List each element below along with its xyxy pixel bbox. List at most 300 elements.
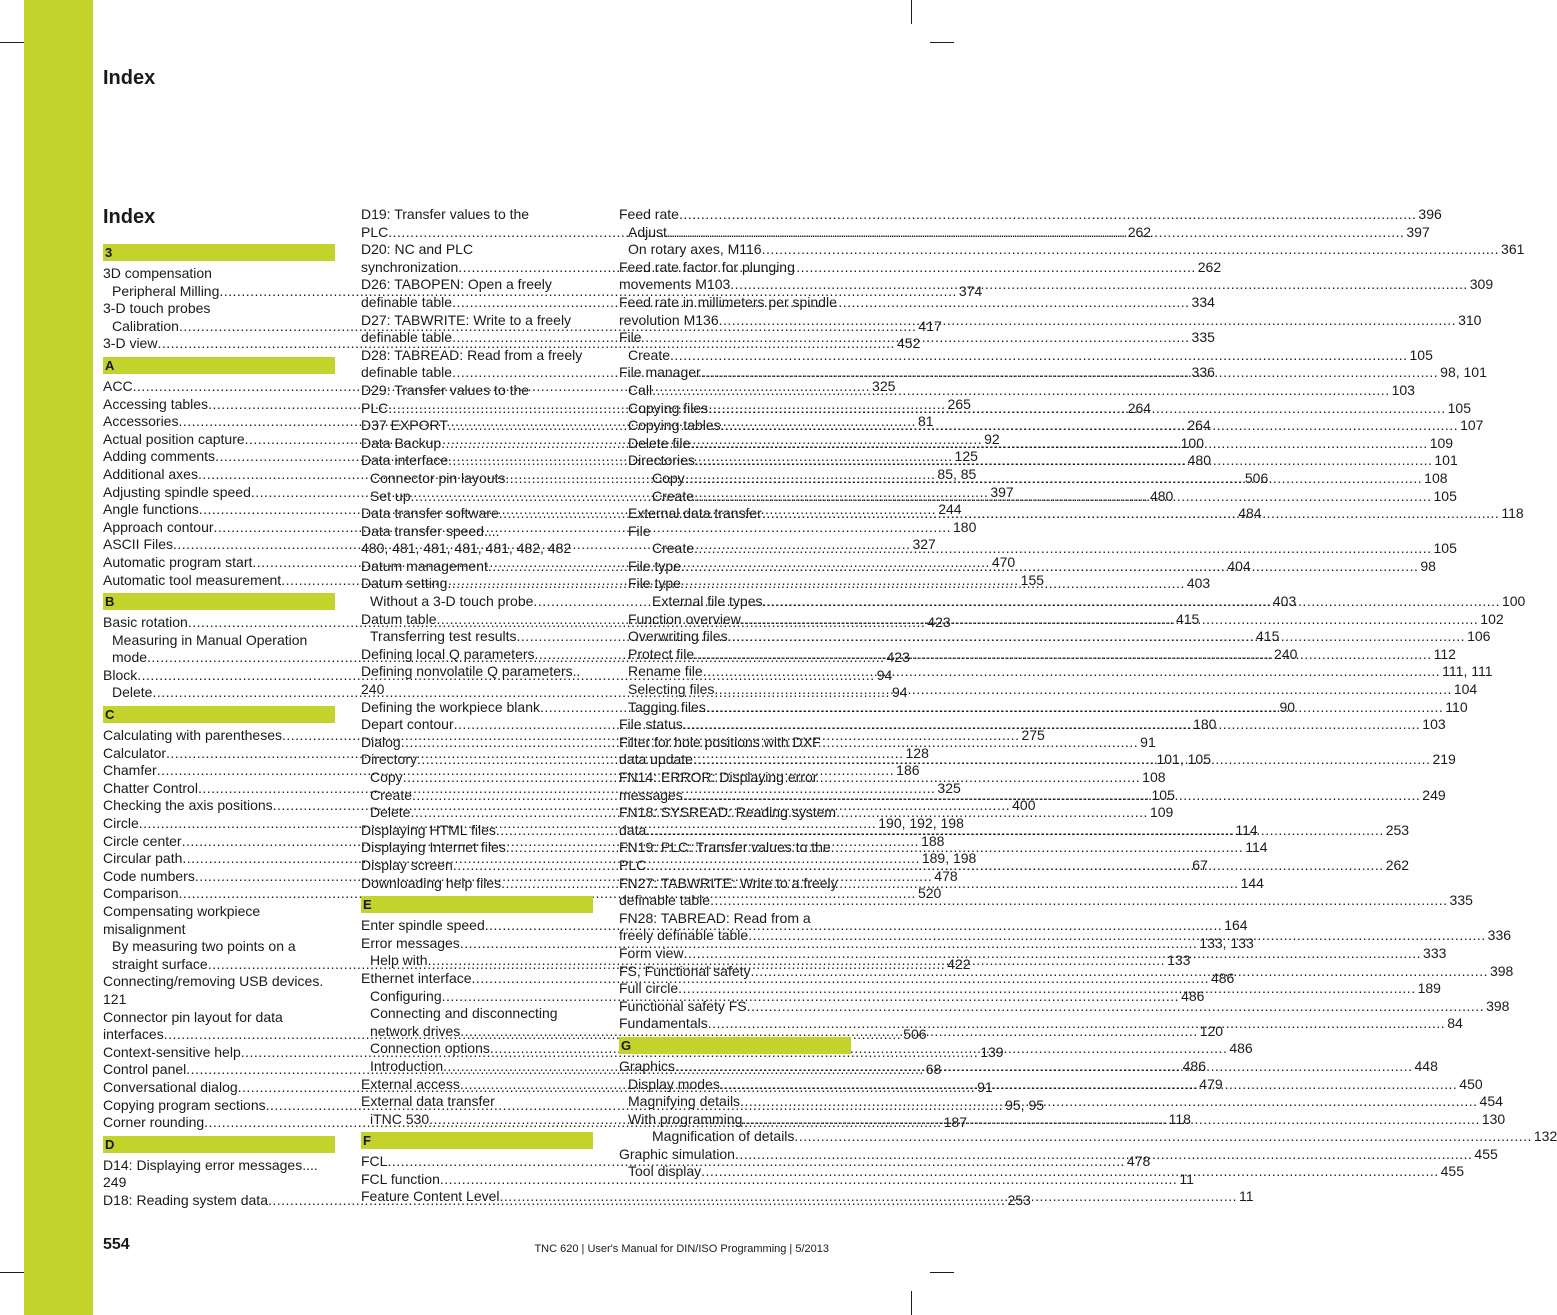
index-section-header: D [103,1136,335,1153]
footer-text: TNC 620 | User's Manual for DIN/ISO Programming | 5/2013 [534,1243,829,1255]
index-entry-term: ACC [103,377,133,394]
index-entry-term: Circle center [103,832,182,849]
dot-leader [747,998,1484,1016]
index-entry-page[interactable]: 403 [1272,593,1297,610]
index-entry-page[interactable]: 396 [1418,206,1442,222]
index-entry-page[interactable]: 448 [1414,1057,1438,1074]
dot-leader [762,505,1499,523]
index-entry-term: Display screen [361,856,453,873]
index-entry [619,997,1510,1016]
index-entry: FN27: TABWRITE: Write to a freely [619,874,838,891]
dot-leader [667,224,1404,242]
index-entry: Defining nonvolatile Q parameters.. [361,663,581,680]
index-entry-page[interactable]: 244 [938,501,962,518]
index-entry: Filter for hole positions with DXF [619,733,821,750]
index-entry-page[interactable]: 486 [1181,987,1205,1004]
index-entry-term: Automatic tool measurement [103,571,282,588]
index-entry-page[interactable]: 335 [1449,892,1473,909]
index-entry-term: External access [361,1075,460,1092]
index-entry-page[interactable]: 111, 111 [1442,663,1493,680]
index-entry-page[interactable]: 109 [1429,434,1454,451]
index-entry-page[interactable]: 452 [896,335,921,352]
dot-leader [679,206,1416,224]
index-entry-term: Basic rotation [103,614,188,631]
index-entry-term: Copying program sections [103,1096,266,1113]
dot-leader [762,241,1499,259]
index-entry-page[interactable]: 187 [943,1114,967,1131]
index-entry-term: Defining local Q parameters [361,645,535,662]
index-entry-term: Context-sensitive help [103,1043,241,1060]
index-entry-term: Enter spindle speed [361,917,485,934]
index-entry-page[interactable]: 325 [872,377,896,394]
index-entry-term: messages [619,786,683,803]
dot-leader [742,1111,1479,1129]
index-entry-term: Conversational dialog [103,1078,238,1095]
index-entry-page[interactable]: 486 [1182,1057,1206,1074]
index-entry: 240 [361,681,385,698]
index-entry-term: FCL [361,1153,388,1170]
dot-leader [670,347,1407,365]
dot-leader [701,1163,1438,1181]
dot-leader [728,628,1465,646]
index-entry-page[interactable]: 486 [1229,1040,1253,1057]
index-entry-page[interactable]: 108 [1424,469,1448,486]
index-entry-term: Error messages [361,934,460,951]
index-entry-term: Depart contour [361,716,454,733]
index-entry [619,1128,1557,1146]
index-entry: Measuring in Manual Operation [112,631,308,648]
index-entry-term: Overwriting files [628,628,728,645]
index-entry-page[interactable]: 484 [1238,505,1262,522]
dot-leader [646,822,1383,840]
dot-leader [708,1015,1445,1033]
index-entry-term: Set up [370,487,411,504]
index-entry-page[interactable]: 264 [1127,399,1152,416]
index-entry-page[interactable]: 480 [1149,487,1174,504]
index-entry-term: Ethernet interface [361,969,472,986]
index-entry-term: Graphics [619,1057,676,1074]
dot-leader [703,663,1440,681]
index-entry-page[interactable]: 455 [1440,1163,1464,1180]
index-entry-page[interactable]: 189 [1417,980,1441,997]
index-entry-term: Copy [370,769,403,785]
index-entry-page[interactable]: 417 [918,317,942,334]
index-entry-term: definable table [619,892,711,909]
dot-leader [490,1040,1227,1058]
index-entry-term: Tool display [628,1163,702,1180]
dot-leader [675,1058,1412,1076]
index-entry-page[interactable]: 336 [1191,364,1215,381]
index-entry-term: Datum setting [361,575,448,592]
index-entry-term: Code numbers [103,867,195,884]
index-entry-page[interactable]: 118 [1168,1110,1191,1127]
dot-leader [683,787,1420,805]
index-entry-page[interactable]: 105 [1409,346,1433,363]
index-entry-page[interactable]: 107 [1460,417,1484,434]
index-entry-page[interactable]: 85, 85 [937,465,977,482]
index-entry: Connector pin layout for data [103,1008,283,1025]
index-entry-term: Connector pin layouts [370,469,506,486]
index-entry-page[interactable]: 94 [876,666,893,683]
index-entry-term: Comparison [103,885,179,902]
dot-leader [678,980,1415,998]
index-entry-page[interactable]: 101 [1434,452,1458,469]
index-entry-page[interactable]: 486 [1210,969,1235,986]
index-entry-term: Automatic program start [103,553,253,570]
index-entry-page[interactable]: 81 [917,413,934,430]
index-entry-term: Functional safety FS [619,997,747,1014]
dot-leader [701,364,1438,382]
dot-leader [748,927,1485,945]
index-entry-page[interactable]: 106 [1467,628,1491,645]
index-entry-page[interactable]: 309 [1469,276,1494,293]
index-entry-term: Form view [619,944,684,961]
index-entry-page[interactable]: 333 [1423,944,1447,961]
index-entry-page[interactable]: 105 [1433,487,1457,504]
index-entry: Connecting/removing USB devices. [103,973,324,990]
dot-leader [720,1076,1457,1094]
dot-leader [500,1188,1237,1206]
index-entry-page[interactable]: 398 [1486,997,1510,1014]
index-entry-term: Actual position capture [103,430,245,447]
index-entry-term: Calculator [103,744,167,761]
index-entry-page[interactable]: 325 [937,779,961,796]
dot-leader [690,435,1427,453]
index-entry-term: mode [112,649,148,666]
index-entry-term: Create [628,346,671,363]
index-entry-term: Block [103,666,138,683]
index-entry: D27: TABWRITE: Write to a freely [361,311,572,328]
dot-leader [683,716,1420,734]
index-entry-page[interactable]: 422 [947,955,971,972]
index-entry-page[interactable]: 98 [1420,557,1436,574]
index-entry-term: Function overview [628,610,741,627]
index-entry-term: Downloading help files [361,874,502,891]
index-entry-term: Tagging files [628,698,706,715]
index-entry-term: Additional axes [103,465,198,482]
index-entry-page[interactable]: 506 [1244,469,1269,486]
index-entry-term: File status [619,716,683,733]
index-entry: FN14: ERROR: Displaying error [619,769,818,785]
index-entry: Connecting and disconnecting [370,1005,558,1022]
index-entry-term: Create [652,487,695,504]
index-entry-term: Angle functions [103,501,199,518]
index-entry-page[interactable]: 103 [1391,381,1415,398]
index-section-header: C [103,706,335,723]
index-entry-term: Directories [628,452,695,469]
index-entry: Data transfer speed.... [361,522,500,539]
index-entry-term: Feed rate [619,206,679,222]
index-entry-page[interactable]: 91 [1140,733,1156,750]
index-entry-term: PLC [361,399,389,416]
index-entry-page[interactable]: 480 [1187,452,1211,469]
index-entry-term: Delete [112,684,153,701]
index-entry-page[interactable]: 139 [980,1043,1004,1060]
page-number: 554 [103,1236,130,1253]
index-entry-page[interactable]: 98, 101 [1440,364,1487,381]
index-entry [619,206,1442,224]
index-entry-term: Corner rounding [103,1114,205,1131]
index-entry-page[interactable]: 335 [1191,329,1215,346]
page-title: Index [103,206,156,228]
dot-leader [719,312,1456,330]
index-entry-page[interactable]: 327 [912,536,936,553]
index-entry-page[interactable]: 190, 192, 198 [878,815,964,832]
index-entry-term: Adjusting spindle speed [103,483,251,500]
index-entry-page[interactable]: 155 [1020,571,1045,588]
index-section-header: 3 [103,244,335,261]
dot-leader [506,839,1243,857]
index-entry-page[interactable]: 506 [903,1026,927,1043]
index-entry-term: Data Backup [361,434,442,451]
index-entry-page[interactable]: 120 [1199,1022,1224,1039]
index-entry-term: Create [652,540,695,557]
index-entry-term: Circle [103,815,139,832]
index-entry-page[interactable]: 94 [891,684,908,701]
index-entry [619,346,1433,365]
index-entry-page[interactable]: 91 [977,1078,993,1095]
index-entry: D14: Displaying error messages.... [103,1156,318,1173]
index-entry-term: D37 EXPORT [361,417,448,434]
index-entry-term: Magnifying details [628,1093,741,1110]
index-entry-term: PLC [361,223,389,240]
dot-leader [730,276,1467,294]
index-entry-page[interactable]: 108 [1142,769,1166,785]
index-entry-page[interactable]: 100 [1501,593,1526,610]
index-section-header: F [361,1132,593,1149]
index-entry: D29: Transfer values to the [361,381,530,398]
crop-mark [0,1272,24,1273]
index-entry-page[interactable]: 262 [1127,223,1152,240]
index-entry-term: Configuring [370,987,442,1004]
index-entry-term: definable table [361,364,453,381]
index-entry-page[interactable]: 262 [1385,856,1410,873]
index-entry-term: Graphic simulation [619,1145,735,1162]
index-entry-page[interactable]: 415 [1175,610,1200,627]
index-entry-page[interactable]: 188 [921,832,945,849]
dot-leader [708,400,1445,418]
index-entry-page[interactable]: 105 [1433,540,1457,557]
dot-leader [721,417,1458,435]
index-entry-page[interactable]: 404 [1227,557,1251,574]
index-entry-term: Dialog [361,733,401,750]
index-entry-page[interactable]: 114 [1245,839,1268,856]
index-entry-term: Delete [370,804,411,821]
index-entry-page[interactable]: 112 [1433,645,1456,662]
index-entry-page[interactable]: 189, 198 [921,850,977,867]
index-entry-page[interactable]: 11 [1239,1188,1254,1205]
index-entry-term: Peripheral Milling [112,282,220,299]
index-entry-page[interactable]: 132 [1533,1128,1557,1145]
index-entry-page[interactable]: 479 [1199,1075,1223,1092]
index-entry-term: Feature Content Level [361,1188,500,1205]
index-entry-page[interactable]: 253 [1385,821,1410,838]
index-entry-page[interactable]: 219 [1432,751,1456,768]
index-entry-page[interactable]: 262 [1197,258,1222,275]
index-entry-term: definable table [361,293,453,310]
index-section-header: B [103,593,335,610]
index-entry-term: External data transfer [628,505,762,522]
index-entry-page[interactable]: 478 [934,867,958,884]
index-entry-page[interactable]: 105 [1151,786,1175,803]
index-entry-page[interactable]: 423 [927,614,951,631]
index-entry-page[interactable]: 128 [905,744,929,761]
index-entry-page[interactable]: 249 [1422,786,1446,803]
index-entry-page[interactable]: 92 [984,430,1000,447]
index-entry-page[interactable]: 334 [1191,293,1215,310]
index-entry: By measuring two points on a [112,938,296,955]
index-entry-page[interactable]: 180 [953,518,977,535]
index-entry-term: network drives [370,1022,461,1039]
index-entry-page[interactable]: 101, 105 [1156,751,1211,768]
index-entry-term: Without a 3-D touch probe [370,593,534,610]
index-entry-term: interfaces [103,1026,164,1043]
index-entry-term: Transferring test results [370,628,517,645]
index-entry: File type [628,575,681,592]
dot-leader [695,452,1432,470]
index-entry-page[interactable]: 118 [1501,505,1524,522]
chapter-color-bar [24,0,93,1315]
index-entry: 249 [103,1174,127,1191]
index-entry-term: File manager [619,364,701,381]
index-entry-page[interactable]: 403 [1186,575,1211,592]
index-entry-term: Copy [652,469,685,486]
index-section-header: A [103,357,335,374]
index-entry-page[interactable]: 253 [1007,1191,1031,1208]
index-entry: Feed rate in millimeters per spindle [619,293,837,310]
index-entry: D20: NC and PLC [361,241,474,258]
index-entry-term: Magnification of details [652,1128,795,1145]
index-entry-page[interactable]: 110 [1445,698,1468,715]
dot-leader [501,875,1238,893]
index-entry-term: Protect file [628,645,695,662]
crop-mark [0,42,24,43]
index-entry-page[interactable]: 336 [1487,927,1512,944]
index-entry: Compensating workpiece [103,903,261,919]
index-entry-page[interactable]: 265 [947,395,971,412]
dot-leader [735,1146,1472,1164]
index-entry-page[interactable]: 90 [1279,698,1296,715]
index-entry-page[interactable]: 68 [925,1061,942,1078]
index-entry: 121 [103,990,127,1007]
index-entry-page[interactable]: 397 [990,483,1014,500]
index-entry-term: Create [370,786,413,803]
index-entry-page[interactable]: 361 [1501,241,1525,258]
dot-leader [714,681,1451,699]
index-entry-page[interactable]: 95, 95 [1005,1096,1045,1113]
index-entry-page[interactable]: 105 [1447,399,1471,416]
index-entry-page[interactable]: 397 [1406,223,1430,240]
index-entry: 3-D touch probes [103,300,211,317]
index-entry-page[interactable]: 520 [917,885,942,902]
index-entry-page[interactable]: 130 [1481,1110,1506,1127]
index-entry-page[interactable]: 164 [1224,917,1248,934]
index-entry-term: Displaying Internet files [361,839,506,856]
running-header: Index [103,67,156,89]
index-entry-term: Chamfer [103,762,157,779]
index-entry-page[interactable]: 186 [896,762,920,779]
index-entry-term: Checking the axis positions [103,797,273,814]
index-entry: FN18: SYSREAD: Reading system [619,804,837,821]
index-entry-term: Selecting files [628,681,715,698]
index-entry: D28: TABREAD: Read from a freely [361,346,583,363]
index-entry-term: Defining the workpiece blank [361,698,540,715]
index-entry-page[interactable]: 180 [1193,716,1217,733]
index-entry-page[interactable]: 450 [1459,1075,1483,1092]
index-entry-page[interactable]: 470 [991,553,1016,570]
index-entry-term: With programming [628,1110,743,1127]
index-entry-term: data [619,821,647,838]
index-entry-page[interactable]: 102 [1480,610,1504,627]
index-entry-page[interactable]: 455 [1474,1145,1498,1162]
index-entry-page[interactable]: 415 [1256,628,1280,645]
index-entry-page[interactable]: 103 [1422,716,1446,733]
index-entry-page[interactable]: 310 [1458,311,1482,328]
index-entry-page[interactable]: 454 [1479,1093,1503,1110]
index-entry-term: Calibration [112,317,179,334]
index-entry-page[interactable]: 400 [1012,797,1036,814]
index-entry-term: straight surface [112,955,208,972]
index-entry: External data transfer [361,1093,495,1110]
dot-leader [794,1128,1531,1146]
index-entry-term: Introduction [370,1057,444,1074]
index-entry-page[interactable]: 11 [1179,1170,1194,1187]
index-entry-page[interactable]: 67 [1192,856,1208,873]
index-entry-page[interactable]: 144 [1240,874,1264,891]
dot-leader [694,646,1431,664]
index-entry-page[interactable]: 398 [1489,962,1514,979]
index-entry-term: Help with [370,952,428,969]
index-entry-page[interactable]: 374 [958,282,983,299]
index-entry-term: Datum table [361,610,437,627]
index-entry-page[interactable]: 275 [1021,727,1045,744]
dot-leader [710,892,1447,910]
index-entry-page[interactable]: 104 [1453,681,1478,698]
index-entry-page[interactable]: 133 [1167,952,1191,969]
index-entry-page[interactable]: 423 [886,649,910,666]
dot-leader [694,488,1431,506]
index-entry-page[interactable]: 125 [954,448,978,465]
index-entry-page[interactable]: 84 [1447,1015,1463,1032]
index-entry-page[interactable]: 133, 133 [1199,934,1254,951]
index-entry-term: Data interface [361,452,449,469]
index-entry-page[interactable]: 478 [1126,1153,1151,1170]
index-entry-term: 3-D view [103,335,158,352]
index-entry-term: synchronization [361,258,459,275]
index-entry-term: Adjust [628,223,667,240]
index-entry-page[interactable]: 264 [1187,417,1211,434]
index-entry-term: Fundamentals [619,1015,708,1032]
dot-leader [694,540,1431,558]
index-entry-page[interactable]: 109 [1149,804,1174,821]
index-entry: D26: TABOPEN: Open a freely [361,276,552,293]
index-entry-page[interactable]: 240 [1274,645,1298,662]
index-section-header: G [619,1037,851,1054]
index-entry: Feed rate factor for plunging [619,258,795,275]
index-entry: 480, 481, 481, 481, 481, 482, 482 [361,540,572,557]
dot-leader [751,963,1488,981]
index-entry-term: Calculating with parentheses [103,727,282,744]
dot-leader [681,558,1418,576]
index-entry-page[interactable]: 114 [1235,821,1258,838]
index-entry-term: PLC [619,856,647,873]
index-entry-term: Displaying HTML files [361,821,496,838]
dot-leader [693,751,1430,769]
dot-leader [740,1093,1477,1111]
index-entry-page[interactable]: 100 [1180,434,1204,451]
index-entry-term: Copying tables [628,417,721,434]
index-entry-term: Delete file [628,434,691,451]
